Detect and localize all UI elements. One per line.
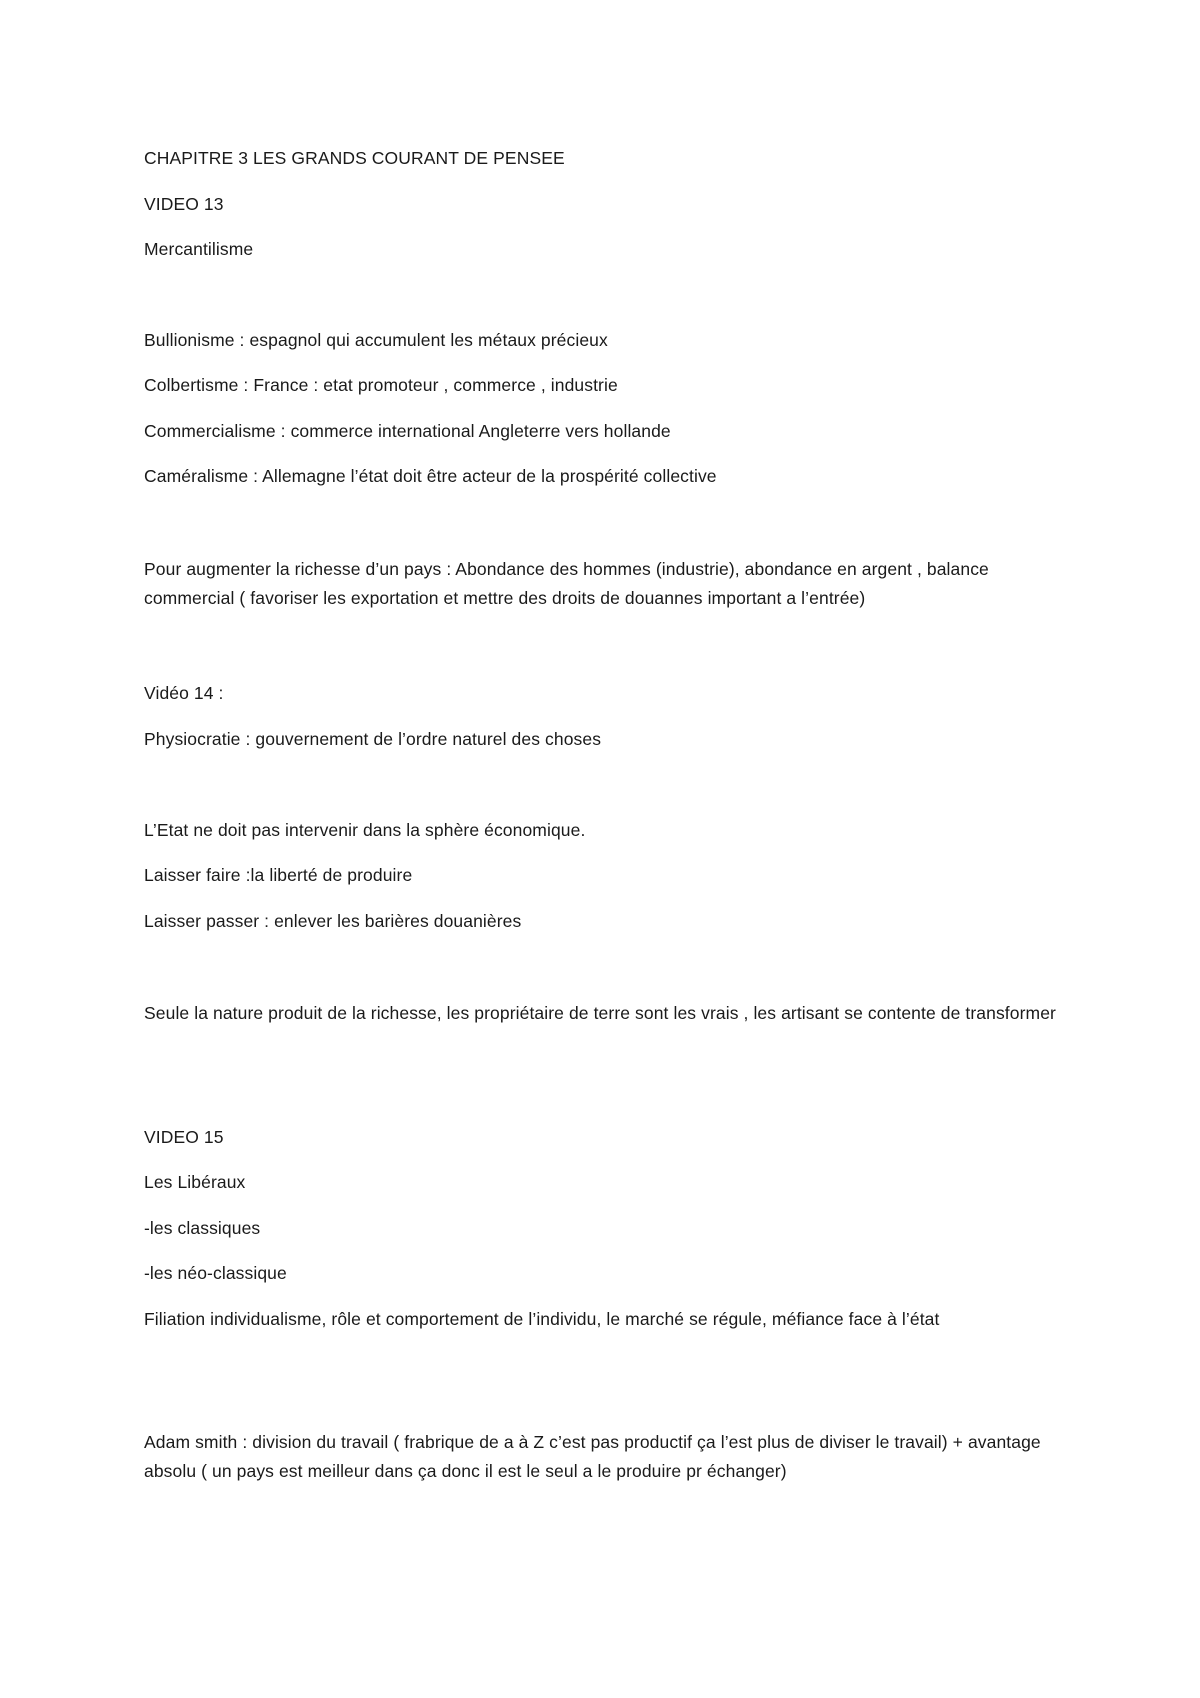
laisser-passer-line: Laisser passer : enlever les barières douanières — [144, 911, 522, 931]
liberaux-heading: Les Libéraux — [144, 1172, 246, 1192]
chapter-title: CHAPITRE 3 LES GRANDS COURANT DE PENSEE — [144, 148, 565, 168]
richesse-paragraph: Pour augmenter la richesse d’un pays : Abondance des hommes (industrie), abondance en argent , balance commercial ( favoriser les exportation et mettre des droits de douannes important a l’entrée) — [144, 559, 989, 608]
video-13-heading: VIDEO 13 — [144, 194, 224, 214]
video-15-heading: VIDEO 15 — [144, 1127, 224, 1147]
neo-classique-item: -les néo-classique — [144, 1263, 287, 1283]
adam-smith-paragraph: Adam smith : division du travail ( frabrique de a à Z c’est pas productif ça l’est plus de diviser le travail) + avantage absolu ( un pays est meilleur dans ça donc il est le seul a le produire pr échanger) — [144, 1432, 1041, 1481]
commercialisme-line: Commercialisme : commerce international Angleterre vers hollande — [144, 421, 671, 441]
cameralisme-line: Caméralisme : Allemagne l’état doit être acteur de la prospérité collective — [144, 466, 717, 486]
physiocratie-line: Physiocratie : gouvernement de l’ordre naturel des choses — [144, 729, 602, 749]
etat-line: L’Etat ne doit pas intervenir dans la sphère économique. — [144, 820, 586, 840]
colbertisme-line: Colbertisme : France : etat promoteur , commerce , industrie — [144, 375, 618, 395]
video-14-heading: Vidéo 14 : — [144, 683, 224, 703]
nature-paragraph: Seule la nature produit de la richesse, les propriétaire de terre sont les vrais , les artisant se contente de transformer — [144, 1003, 1056, 1023]
bullionisme-line: Bullionisme : espagnol qui accumulent les métaux précieux — [144, 330, 608, 350]
filiation-paragraph: Filiation individualisme, rôle et comportement de l’individu, le marché se régule, méfiance face à l’état — [144, 1309, 940, 1329]
mercantilisme-heading: Mercantilisme — [144, 239, 254, 259]
classiques-item: -les classiques — [144, 1218, 261, 1238]
laisser-faire-line: Laisser faire :la liberté de produire — [144, 865, 413, 885]
